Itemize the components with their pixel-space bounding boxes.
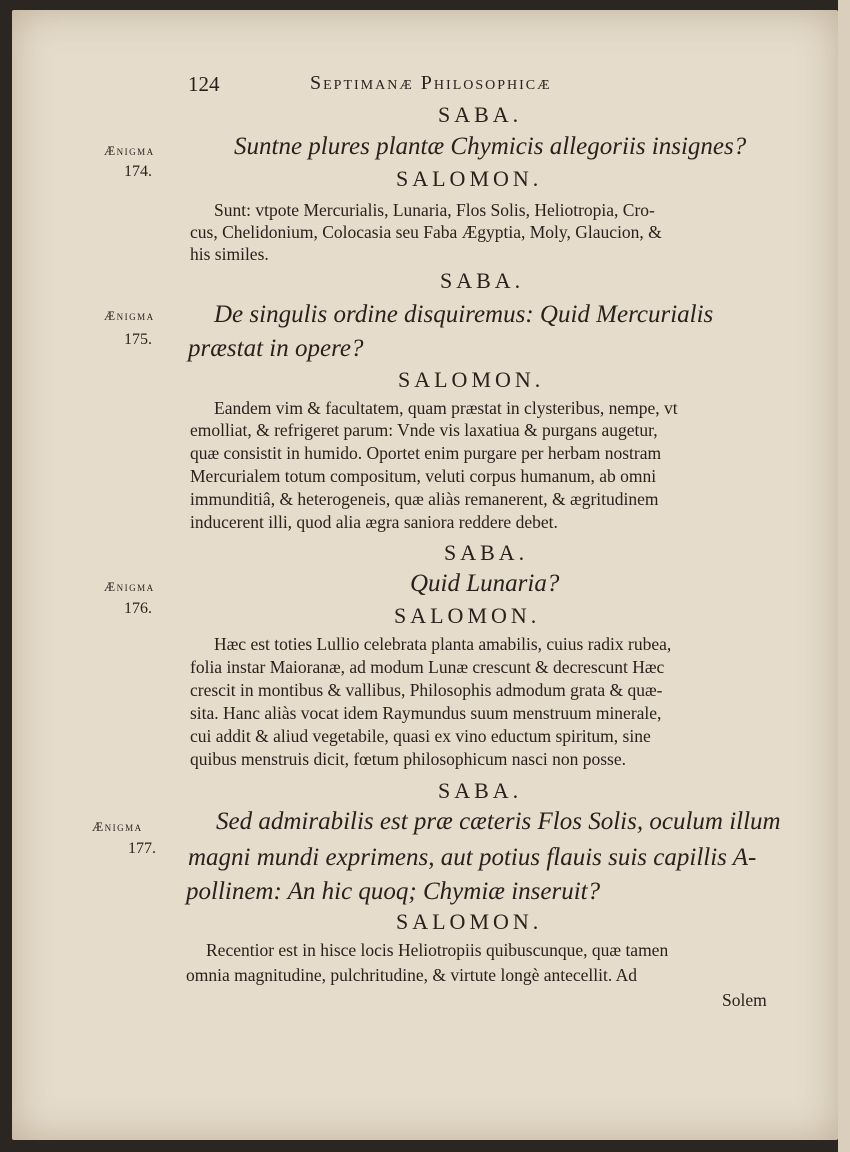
speaker-salomon: SALOMON. (396, 166, 543, 191)
question-line: præstat in opere? (188, 335, 364, 362)
answer-line: cui addit & aliud vegetabile, quasi ex vino eductum spiritum, sine (190, 726, 651, 746)
answer-line: folia instar Maioranæ, ad modum Lunæ crescunt & decrescunt Hæc (190, 657, 665, 677)
question-line: De singulis ordine disquiremus: Quid Mercurialis (214, 301, 714, 328)
answer-line: sita. Hanc aliàs vocat idem Raymundus suum menstruum minerale, (190, 703, 662, 723)
answer-line: immunditiâ, & heterogeneis, quæ aliàs remanerent, & ægritudinem (190, 489, 659, 509)
running-title: Septimanæ Philosophicæ (310, 72, 552, 94)
page-edge (838, 0, 850, 1152)
margin-note-number: 174. (124, 163, 152, 180)
question-line: Quid Lunaria? (410, 570, 560, 597)
question-line: Suntne plures plantæ Chymicis allegoriis insignes? (234, 133, 747, 160)
speaker-saba: SABA. (444, 540, 529, 565)
catchword: Solem (722, 990, 767, 1010)
speaker-saba: SABA. (440, 268, 525, 293)
answer-line: Sunt: vtpote Mercurialis, Lunaria, Flos Solis, Heliotropia, Cro- (214, 200, 655, 220)
margin-note-label: Ænigma (104, 580, 155, 594)
margin-note-number: 177. (128, 840, 156, 857)
speaker-saba: SABA. (438, 102, 523, 127)
answer-line: omnia magnitudine, pulchritudine, & virtute longè antecellit. Ad (186, 965, 638, 985)
answer-line: Hæc est toties Lullio celebrata planta amabilis, cuius radix rubea, (214, 634, 672, 654)
answer-line: crescit in montibus & vallibus, Philosophis admodum grata & quæ- (190, 680, 663, 700)
page-number: 124 (188, 72, 220, 96)
answer-line: inducerent illi, quod alia ægra saniora reddere debet. (190, 512, 558, 532)
question-line: magni mundi exprimens, aut potius flauis suis capillis A- (188, 844, 757, 871)
answer-line: cus, Chelidonium, Colocasia seu Faba Ægyptia, Moly, Glaucion, & (190, 222, 662, 242)
margin-note-label: Ænigma (92, 820, 143, 834)
answer-line: quibus menstruis dicit, fœtum philosophicum nasci non posse. (190, 749, 627, 769)
answer-line: Eandem vim & facultatem, quam præstat in clysteribus, nempe, vt (214, 398, 678, 418)
speaker-salomon: SALOMON. (396, 909, 543, 934)
answer-line: emolliat, & refrigeret parum: Vnde vis laxatiua & purgans augetur, (190, 420, 658, 440)
margin-note-number: 176. (124, 600, 152, 617)
margin-note-number: 175. (124, 331, 152, 348)
question-line: pollinem: An hic quoq; Chymiæ inseruit? (186, 878, 601, 905)
answer-line: quæ consistit in humido. Oportet enim purgare per herbam nostram (190, 443, 662, 463)
speaker-salomon: SALOMON. (398, 367, 545, 392)
speaker-salomon: SALOMON. (394, 603, 541, 628)
speaker-saba: SABA. (438, 778, 523, 803)
answer-line: his similes. (190, 244, 269, 264)
margin-note-label: Ænigma (104, 144, 155, 158)
question-line: Sed admirabilis est præ cæteris Flos Solis, oculum illum (216, 808, 781, 835)
answer-line: Mercurialem totum compositum, veluti corpus humanum, ab omni (190, 466, 657, 486)
answer-line: Recentior est in hisce locis Heliotropiis quibuscunque, quæ tamen (206, 940, 669, 960)
margin-note-label: Ænigma (104, 309, 155, 323)
